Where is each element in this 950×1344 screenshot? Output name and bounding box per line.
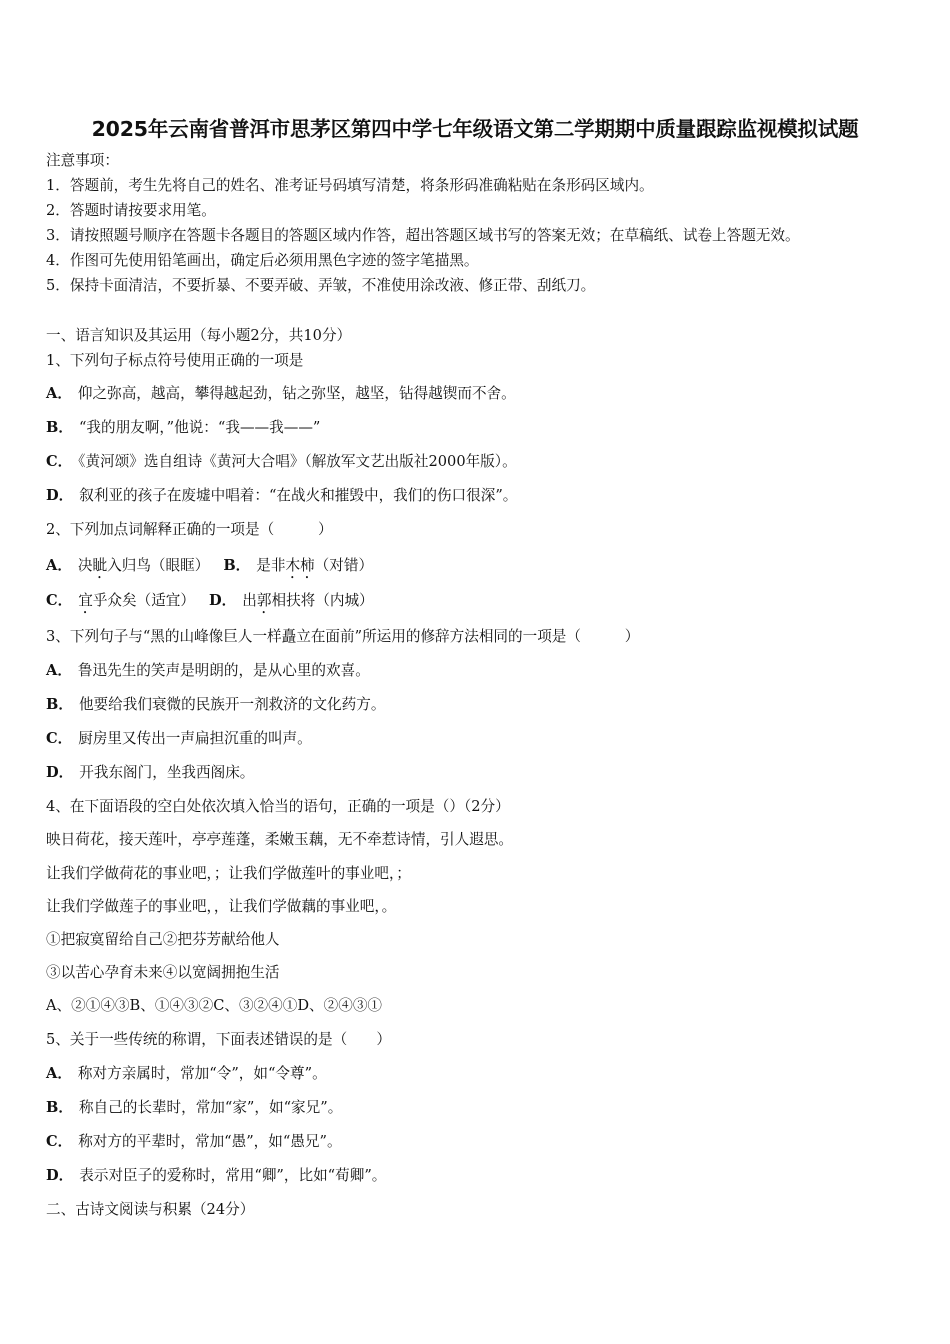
passage-line: 映日荷花，接天莲叶，亭亭莲蓬，柔嫩玉藕，无不牵惹诗情，引人遐思。 [46, 831, 514, 848]
option-a [46, 661, 370, 681]
option-text: 表示对臣子的爱称时，常用“卿”，比如“荀卿”。 [79, 1167, 387, 1184]
option-label: D． [46, 764, 74, 781]
option-text: 《黄河颂》选自组诗《黄河大合唱》（解放军文艺出版社2000年版）。 [78, 453, 517, 470]
notice-item: 4．作图可先使用铅笔画出，确定后必须用黑色字迹的签字笔描黑。 [46, 252, 479, 269]
option-text: 叙利亚的孩子在废墟中唱着：“在战火和摧毁中，我们的伤口很深”。 [79, 487, 518, 504]
question-stem: 4、在下面语段的空白处依次填入恰当的语句，正确的一项是（）（2分） [46, 798, 510, 815]
option-text: 称对方的平辈时，常加“愚”，如“愚兄”。 [78, 1133, 342, 1150]
notice-heading: 注意事项： [46, 152, 119, 169]
option-label: B． [223, 557, 251, 574]
dotted-word: 木柿 [285, 557, 315, 574]
question-stem: 3、下列句子与“黑的山峰像巨人一样矗立在面前”所运用的修辞方法相同的一项是（ ） [46, 628, 640, 645]
option-a [46, 384, 516, 404]
option-label: B． [46, 419, 73, 436]
question-stem: 1、下列句子标点符号使用正确的一项是 [46, 352, 304, 369]
option-text: 乎众矣（适宜） [92, 592, 195, 609]
option-text: 相扶将（内城） [271, 592, 374, 609]
dotted-word: 郭 [256, 592, 272, 609]
option-label: C． [46, 453, 73, 470]
option-b [46, 1098, 342, 1118]
option-text: 厨房里又传出一声扁担沉重的叫声。 [78, 730, 312, 747]
page-title: 2025年云南省普洱市思茅区第四中学七年级语文第二学期期中质量跟踪监视模拟试题 [91, 117, 859, 141]
notice-item: 2．答题时请按要求用笔。 [46, 202, 216, 219]
option-b [46, 695, 385, 715]
option-text: 决 [77, 557, 93, 574]
option-label: B． [46, 696, 73, 713]
passage-line: 让我们学做莲子的事业吧，，让我们学做藕的事业吧，。 [46, 898, 397, 915]
option-text: （对错） [314, 557, 374, 574]
option-a [46, 1064, 327, 1084]
option-label: D． [46, 1167, 74, 1184]
notice-item: 5．保持卡面清洁，不要折暴、不要弄破、弄皱，不准使用涂改液、修正带、刮纸刀。 [46, 277, 596, 294]
notice-item: 3．请按照题号顺序在答题卡各题目的答题区域内作答，超出答题区域书写的答案无效；在草稿纸、试卷上答题无效。 [46, 227, 800, 244]
option-label: B． [46, 1099, 73, 1116]
option-label: A． [46, 662, 72, 679]
option-row [46, 591, 374, 617]
passage-line: ③以苦心孕育未来④以宽阔拥抱生活 [46, 964, 280, 981]
option-text: 开我东阁门，坐我西阁床。 [79, 764, 255, 781]
option-text: 是非 [256, 557, 286, 574]
option-text: 鲁迅先生的笑声是明朗的，是从心里的欢喜。 [77, 662, 370, 679]
notice-item: 1．答题前，考生先将自己的姓名、准考证号码填写清楚，将条形码准确粘贴在条形码区域内。 [46, 177, 654, 194]
dotted-word: 眦 [92, 557, 108, 574]
section-heading: 一、语言知识及其运用（每小题2分，共10分） [46, 327, 352, 344]
option-text: 出 [242, 592, 257, 609]
option-label: A． [46, 1065, 72, 1082]
answer-choices: A、②①④③B、①④③②C、③②④①D、②④③① [46, 997, 383, 1014]
option-d [46, 763, 254, 783]
option-d [46, 1166, 386, 1186]
option-row [46, 556, 373, 582]
option-label: C． [46, 730, 73, 747]
option-text: “我的朋友啊，”他说：“我——我——” [78, 419, 321, 436]
option-c [46, 729, 312, 749]
option-d [46, 486, 517, 506]
option-b [46, 418, 320, 438]
option-text: 称自己的长辈时，常加“家”，如“家兄”。 [78, 1099, 343, 1116]
dotted-word: 宜 [78, 592, 93, 609]
passage-line: ①把寂寞留给自己②把芬芳献给他人 [46, 931, 280, 948]
option-label: A． [46, 557, 72, 574]
question-stem: 5、关于一些传统的称谓，下面表述错误的是（ ） [46, 1031, 391, 1048]
option-label: D． [209, 592, 237, 609]
question-stem: 2、下列加点词解释正确的一项是（ ） [46, 521, 333, 538]
option-c [46, 452, 517, 472]
option-text: 他要给我们衰微的民族开一剂救济的文化药方。 [78, 696, 386, 713]
option-c [46, 1132, 342, 1152]
option-label: C． [46, 1133, 73, 1150]
option-text: 仰之弥高，越高，攀得越起劲，钻之弥坚，越坚，钻得越锲而不舍。 [77, 385, 516, 402]
option-text: 称对方亲属时，常加“令”，如“令尊”。 [77, 1065, 327, 1082]
option-label: D． [46, 487, 74, 504]
option-label: A． [46, 385, 72, 402]
option-text: 入归鸟（眼眶） [107, 557, 210, 574]
passage-line: 让我们学做荷花的事业吧，；让我们学做莲叶的事业吧，； [46, 865, 411, 882]
option-label: C． [46, 592, 73, 609]
section-heading: 二、古诗文阅读与积累（24分） [46, 1201, 255, 1218]
